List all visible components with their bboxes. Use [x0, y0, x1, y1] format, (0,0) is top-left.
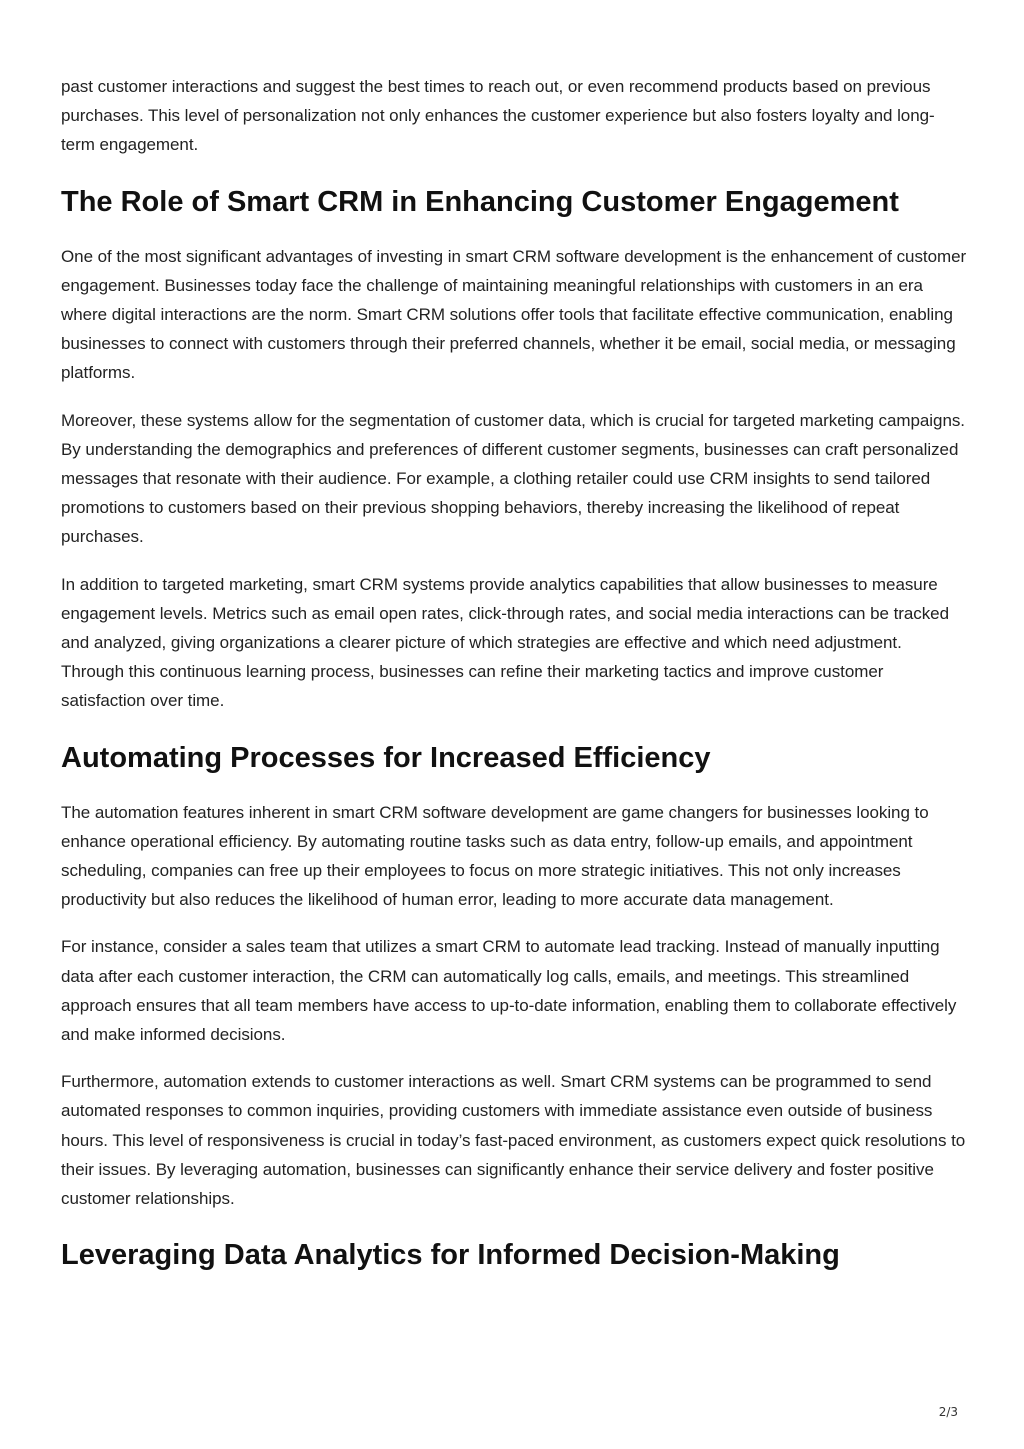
automation-paragraph-3: Furthermore, automation extends to customer interactions as well. Smart CRM systems can be programmed to send automated responses to common inquiries, providing customers with immediate assistance even outside of business hours. This level of responsiveness is crucial in today’s fast-paced environment, as customers expect quick resolutions to their issues. By leveraging automation, businesses can significantly enhance their service delivery and foster positive customer relationships. — [61, 1072, 966, 1209]
section-heading-automating-processes: Automating Processes for Increased Efficiency — [61, 741, 711, 774]
document-page — [61, 72, 967, 1295]
engagement-paragraph-1: One of the most significant advantages of investing in smart CRM software development is the enhancement of customer engagement. Businesses today face the challenge of maintaining meaningful relationships with customers in an era where digital interactions are the norm. Smart CRM solutions offer tools that facilitate effective communication, enabling businesses to connect with customers through their preferred channels, whether it be email, social media, or messaging platforms. — [61, 246, 967, 383]
section-heading-customer-engagement: The Role of Smart CRM in Enhancing Customer Engagement — [61, 185, 899, 218]
section-heading-data-analytics: Leveraging Data Analytics for Informed Decision-Making — [61, 1239, 840, 1272]
automation-paragraph-1: The automation features inherent in smart CRM software development are game changers for businesses looking to enhance operational efficiency. By automating routine tasks such as data entry, follow-up emails, and appointment scheduling, companies can free up their employees to focus on more strategic initiatives. This not only increases productivity but also reduces the likelihood of human error, leading to more accurate data management. — [61, 802, 929, 910]
intro-paragraph: past customer interactions and suggest the best times to reach out, or even recommend products based on previous purchases. This level of personalization not only enhances the customer experience but also fosters loyalty and long-term engagement. — [61, 77, 935, 155]
engagement-paragraph-2: Moreover, these systems allow for the segmentation of customer data, which is crucial for targeted marketing campaigns. By understanding the demographics and preferences of different customer segments, businesses can craft personalized messages that resonate with their audience. For example, a clothing retailer could use CRM insights to send tailored promotions to customers based on their previous shopping behaviors, thereby increasing the likelihood of repeat purchases. — [61, 410, 965, 547]
automation-paragraph-2: For instance, consider a sales team that utilizes a smart CRM to automate lead tracking. Instead of manually inputting data after each customer interaction, the CRM can automatically log calls, emails, and meetings. This streamlined approach ensures that all team members have access to up-to-date information, enabling them to collaborate effectively and make informed decisions. — [61, 937, 957, 1045]
page-number: 2/3 — [938, 1405, 958, 1419]
engagement-paragraph-3: In addition to targeted marketing, smart CRM systems provide analytics capabilities that allow businesses to measure engagement levels. Metrics such as email open rates, click-through rates, and social media interactions can be tracked and analyzed, giving organizations a clearer picture of which strategies are effective and which need adjustment. Through this continuous learning process, businesses can refine their marketing tactics and improve customer satisfaction over time. — [61, 574, 949, 711]
